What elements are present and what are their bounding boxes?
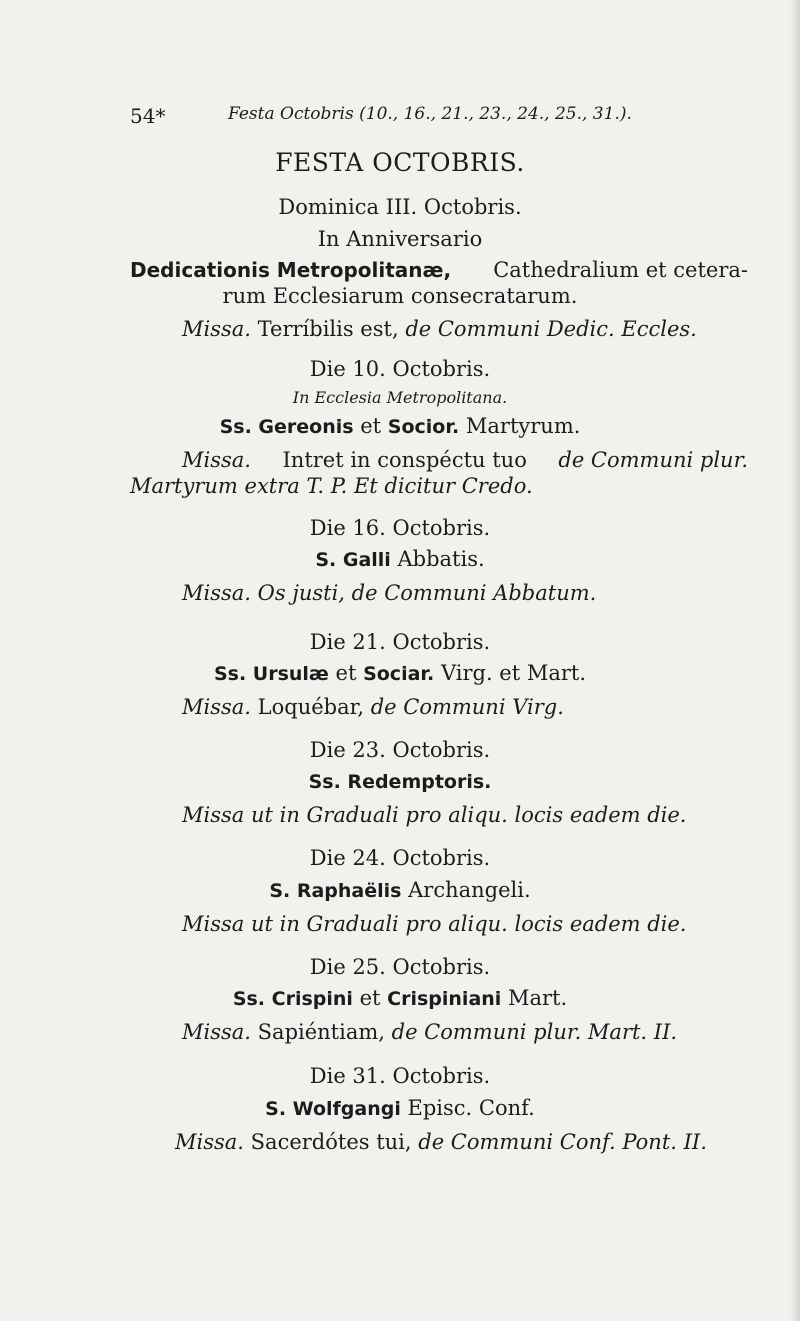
entry-date: Die 16. Octobris. [309,516,491,540]
missa-text: Os justi, [257,581,345,605]
entry-date: Die 25. Octobris. [309,955,491,979]
feast-bold: S. Galli [315,549,391,571]
feast-rest: Episc. Conf. [400,1096,535,1120]
feast-line [0,769,800,793]
missa-cont: Martyrum extra T. P. Et dicitur Credo. [130,474,533,498]
feast-rest: Abbatis. [390,547,485,571]
missa-line: Missa ut in Graduali pro aliqu. locis eadem die. [182,803,687,827]
feast-bold: S. Raphaëlis [269,880,402,902]
entry-date: Die 10. Octobris. [309,357,491,381]
feast-mid: et [353,414,388,438]
missa-label: Missa. [182,1020,251,1044]
feast-bold: S. Wolfgangi [265,1098,401,1120]
missa-label: Missa. [182,695,251,719]
entry-date: Die 23. Octobris. [309,738,491,762]
missa-ref: de Communi plur. [558,448,748,472]
feast-line [0,1096,800,1120]
feast-line [0,986,800,1010]
feast-line [0,661,800,685]
feast-bold-2: Crispiniani [387,988,502,1010]
dedication-line [130,258,748,282]
missa-line: Missa ut in Graduali pro aliqu. locis eadem die. [182,912,687,936]
missa-label: Missa. [182,317,251,341]
missa-line [175,1130,707,1154]
missa-line [182,1020,677,1044]
missa-text: Loquébar, [257,695,365,719]
missa-label: Missa. [182,448,251,472]
entry-date: Die 21. Octobris. [309,630,491,654]
missa-line [182,581,596,605]
feast-bold-2: Socior. [387,416,460,438]
feast-line [0,414,800,438]
feast-bold: Ss. Gereonis [219,416,354,438]
running-header [130,100,690,130]
missa-text: Intret in conspéctu tuo [282,448,527,472]
feast-bold: Ss. Redemptoris. [308,771,492,793]
feast-rest: Martyrum. [459,414,581,438]
dedication-rest: Cathedralium et cetera- [493,258,748,282]
page-number: 54* [130,104,166,128]
feast-bold-2: Sociar. [363,663,435,685]
feast-line [0,878,800,902]
feast-bold: Ss. Crispini [232,988,353,1010]
dominica-occasion: In Anniversario [317,227,483,251]
missa-text: Sapiéntiam, [257,1020,385,1044]
running-title: Festa Octobris (10., 16., 21., 23., 24., 25., 31.). [228,104,632,124]
feast-mid: et [328,661,364,685]
missa-label: Missa. [182,581,251,605]
feast-rest: Archangeli. [401,878,531,902]
feast-mid: et [352,986,388,1010]
missa-ref: de Communi Abbatum. [351,581,597,605]
missa-ref: de Communi Conf. Pont. II. [418,1130,707,1154]
feast-rest: Virg. et Mart. [434,661,587,685]
dedication-bold: Dedicationis Metropolitanæ, [130,258,452,282]
missa-line [182,448,748,472]
missa-label: Missa. [175,1130,244,1154]
feast-bold: Ss. Ursulæ [213,663,329,685]
entry-place: In Ecclesia Metropolitana. [292,388,508,407]
feast-rest: Mart. [501,986,568,1010]
missa-line [182,695,564,719]
entry-date: Die 31. Octobris. [309,1064,491,1088]
feast-line [0,547,800,571]
missa-ref: de Communi Virg. [370,695,564,719]
page-title: FESTA OCTOBRIS. [275,148,525,177]
missa-text: Sacerdótes tui, [250,1130,412,1154]
missa-ref: de Communi Dedic. Eccles. [405,317,697,341]
dedication-cont: rum Ecclesiarum consecratarum. [222,284,578,308]
entry-date: Die 24. Octobris. [309,846,491,870]
dominica-date: Dominica III. Octobris. [278,195,522,219]
missa-text: Terríbilis est, [257,317,399,341]
missa-ref: de Communi plur. Mart. II. [391,1020,678,1044]
dominica-missa [182,317,697,341]
